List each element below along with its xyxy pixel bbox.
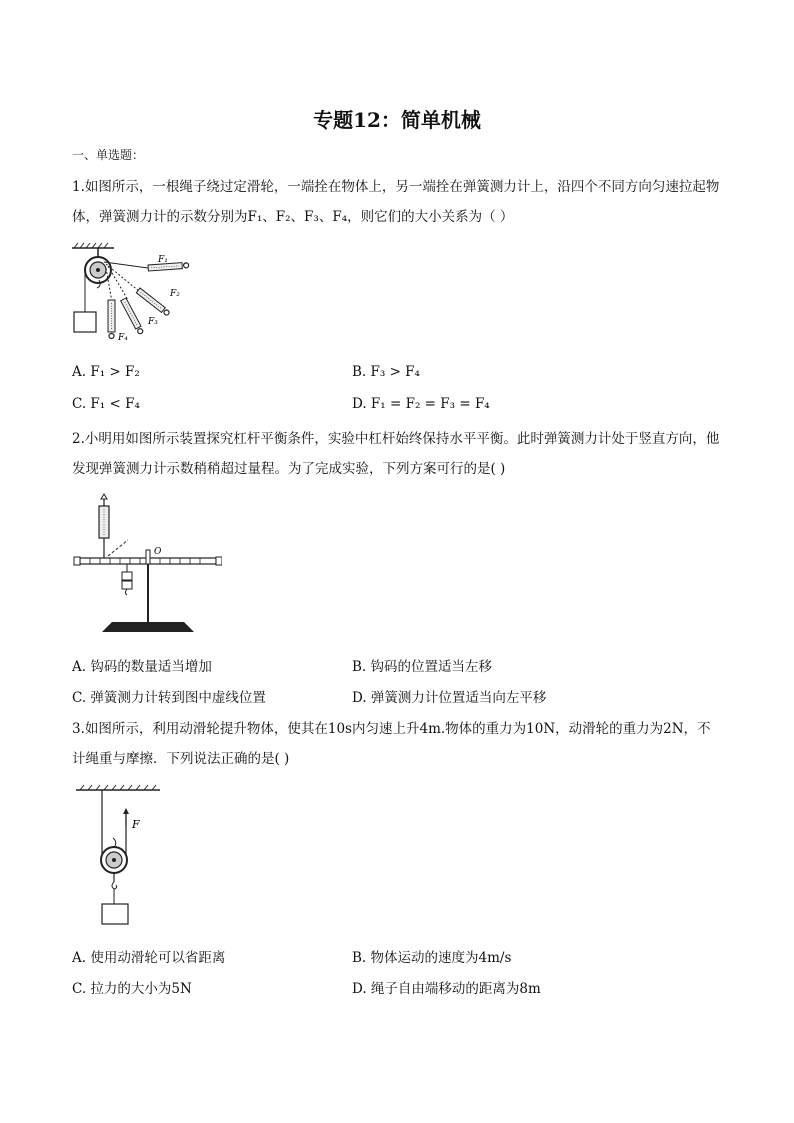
question-2-option-a[interactable]: A. 钩码的数量适当增加 bbox=[72, 659, 212, 675]
question-3-option-c[interactable]: C. 拉力的大小为5N bbox=[72, 981, 192, 997]
question-1-option-b[interactable]: B. F₃ > F₄ bbox=[352, 364, 420, 380]
question-2-figure bbox=[72, 492, 222, 638]
question-2-text: 2.小明用如图所示装置探究杠杆平衡条件，实验中杠杆始终保持水平平衡。此时弹簧测力计处于竖直方向，他发现弹簧测力计示数稍稍超过量程。为了完成实验，下列方案可行的是( ) bbox=[72, 431, 720, 477]
question-1-option-c[interactable]: C. F₁ < F₄ bbox=[72, 396, 140, 412]
question-2-option-d[interactable]: D. 弹簧测力计位置适当向左平移 bbox=[352, 690, 547, 706]
label-f1: F₁ bbox=[158, 255, 168, 265]
section-heading: 一、单选题： bbox=[72, 148, 145, 162]
label-force: F bbox=[132, 818, 140, 831]
question-2-option-b[interactable]: B. 钩码的位置适当左移 bbox=[352, 659, 493, 675]
question-3-option-d[interactable]: D. 绳子自由端移动的距离为8m bbox=[352, 981, 541, 997]
question-3-figure bbox=[74, 782, 164, 928]
question-1-option-a[interactable]: A. F₁ > F₂ bbox=[72, 364, 140, 380]
question-3-option-b[interactable]: B. 物体运动的速度为4m/s bbox=[352, 950, 512, 966]
page-title: 专题12：简单机械 bbox=[313, 108, 481, 132]
label-f2: F₂ bbox=[170, 289, 180, 299]
label-f4: F₄ bbox=[118, 333, 128, 343]
question-3-text: 3.如图所示，利用动滑轮提升物体，使其在10s内匀速上升4m.物体的重力为10N，动滑轮的重力为2N，不计绳重与摩擦．下列说法正确的是( ) bbox=[72, 721, 711, 767]
question-1-text: 1.如图所示，一根绳子绕过定滑轮，一端拴在物体上，另一端拴在弹簧测力计上，沿四个不同方向匀速拉起物体，弹簧测力计的示数分别为F₁、F₂、F₃、F₄，则它们的大小关系为（ ） bbox=[72, 179, 720, 225]
question-3-option-a[interactable]: A. 使用动滑轮可以省距离 bbox=[72, 950, 226, 966]
question-1-option-d[interactable]: D. F₁ = F₂ = F₃ = F₄ bbox=[352, 396, 490, 412]
question-2-option-c[interactable]: C. 弹簧测力计转到图中虚线位置 bbox=[72, 690, 266, 706]
label-f3: F₃ bbox=[148, 317, 158, 327]
question-1-figure bbox=[66, 240, 196, 346]
label-o: O bbox=[154, 547, 162, 557]
